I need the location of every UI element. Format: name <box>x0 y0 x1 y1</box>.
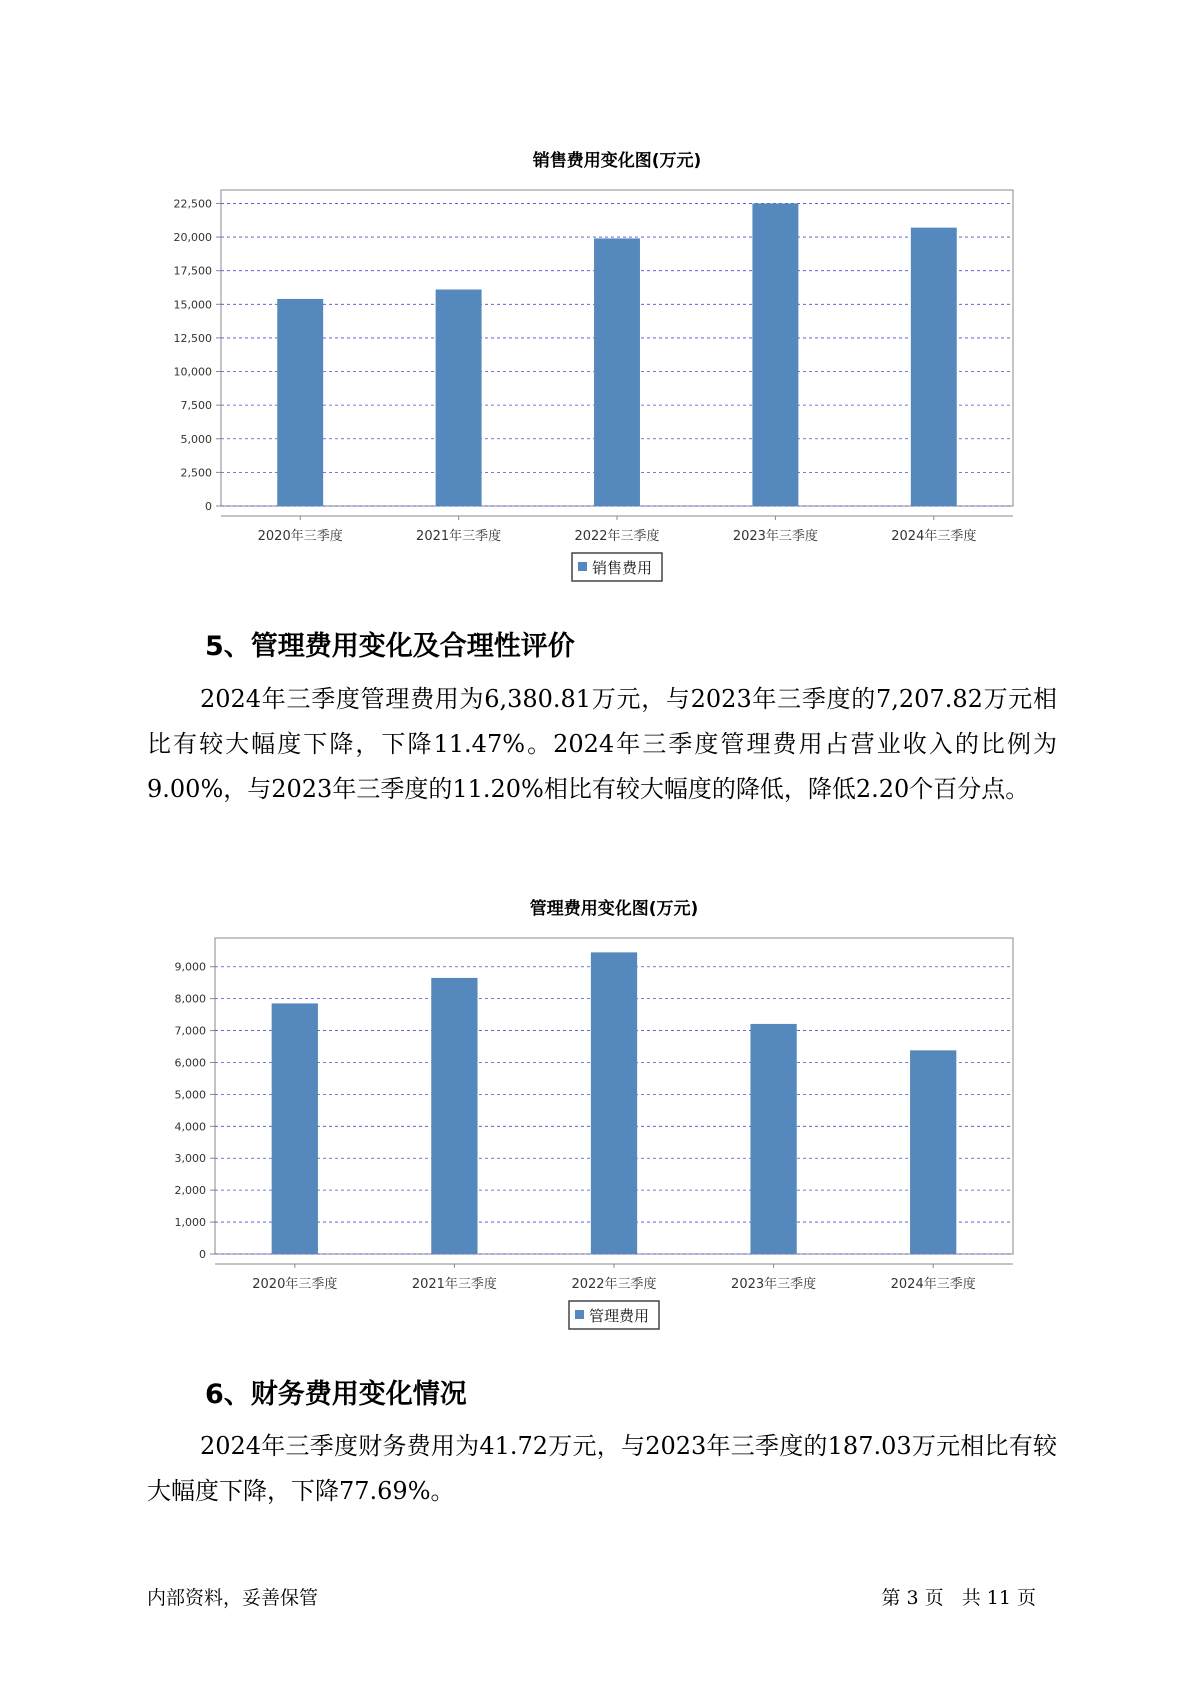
bar <box>752 203 798 506</box>
y-tick-label: 7,500 <box>180 399 212 413</box>
y-tick-label: 15,000 <box>173 298 212 312</box>
admin-expense-chart-svg <box>0 878 1191 1348</box>
y-tick-label: 10,000 <box>173 365 212 379</box>
y-tick-label: 1,000 <box>174 1216 206 1230</box>
bar <box>277 299 323 506</box>
x-tick-label: 2023年三季度 <box>732 529 818 544</box>
y-tick-label: 8,000 <box>174 992 206 1006</box>
legend-label: 销售费用 <box>592 559 653 577</box>
section-5-heading: 5、管理费用变化及合理性评价 <box>205 631 575 662</box>
x-tick-label: 2021年三季度 <box>416 529 502 544</box>
sales-expense-chart <box>0 130 1191 600</box>
bar <box>272 1003 318 1254</box>
y-tick-label: 12,500 <box>173 331 212 345</box>
bar <box>594 238 640 506</box>
section-5-text: 2024年三季度管理费用为6,380.81万元，与2023年三季度的7,207.82万元相比有较大幅度下降，下降11.47%。2024年三季度管理费用占营业收入的比例为9.00%，与2023年三季度的11.20%相比有较大幅度的降低，降低2.20个百分点。 <box>147 685 1057 803</box>
legend-swatch <box>575 1310 584 1319</box>
bar <box>910 1050 956 1254</box>
y-tick-label: 20,000 <box>173 231 212 245</box>
bar <box>431 978 477 1254</box>
y-tick-label: 3,000 <box>174 1152 206 1166</box>
bar <box>911 228 957 506</box>
x-tick-label: 2020年三季度 <box>257 529 343 544</box>
section-6-heading: 6、财务费用变化情况 <box>205 1379 467 1410</box>
legend-label: 管理费用 <box>589 1307 650 1325</box>
bar <box>750 1024 796 1254</box>
footer-confidential: 内部资料，妥善保管 <box>147 1587 319 1609</box>
x-tick-label: 2024年三季度 <box>891 529 977 544</box>
y-tick-label: 0 <box>205 500 212 513</box>
footer-page-number: 第 3 页 共 11 页 <box>881 1587 1036 1609</box>
bar <box>436 290 482 506</box>
x-tick-label: 2022年三季度 <box>574 529 660 544</box>
y-tick-label: 7,000 <box>174 1024 206 1038</box>
y-tick-label: 6,000 <box>174 1056 206 1070</box>
section-6-text: 2024年三季度财务费用为41.72万元，与2023年三季度的187.03万元相比有较大幅度下降，下降77.69%。 <box>147 1432 1057 1505</box>
y-tick-label: 5,000 <box>180 432 212 446</box>
y-tick-label: 0 <box>199 1248 206 1261</box>
y-tick-label: 9,000 <box>174 960 206 974</box>
y-tick-label: 17,500 <box>173 264 212 278</box>
y-tick-label: 2,500 <box>180 466 212 480</box>
chart-title: 管理费用变化图(万元) <box>529 899 699 919</box>
y-tick-label: 5,000 <box>174 1088 206 1102</box>
x-tick-label: 2022年三季度 <box>571 1277 657 1292</box>
admin-expense-chart <box>0 878 1191 1348</box>
section-6-paragraph <box>147 1424 1057 1514</box>
x-tick-label: 2023年三季度 <box>731 1277 817 1292</box>
bar <box>591 952 637 1254</box>
y-tick-label: 2,000 <box>174 1184 206 1198</box>
legend-swatch <box>578 562 587 571</box>
y-tick-label: 4,000 <box>174 1120 206 1134</box>
y-tick-label: 22,500 <box>173 197 212 211</box>
x-tick-label: 2021年三季度 <box>411 1277 497 1292</box>
x-tick-label: 2024年三季度 <box>890 1277 976 1292</box>
section-5-paragraph <box>147 677 1057 812</box>
sales-expense-chart-svg <box>0 130 1191 600</box>
chart-title: 销售费用变化图(万元) <box>532 151 702 171</box>
x-tick-label: 2020年三季度 <box>252 1277 338 1292</box>
